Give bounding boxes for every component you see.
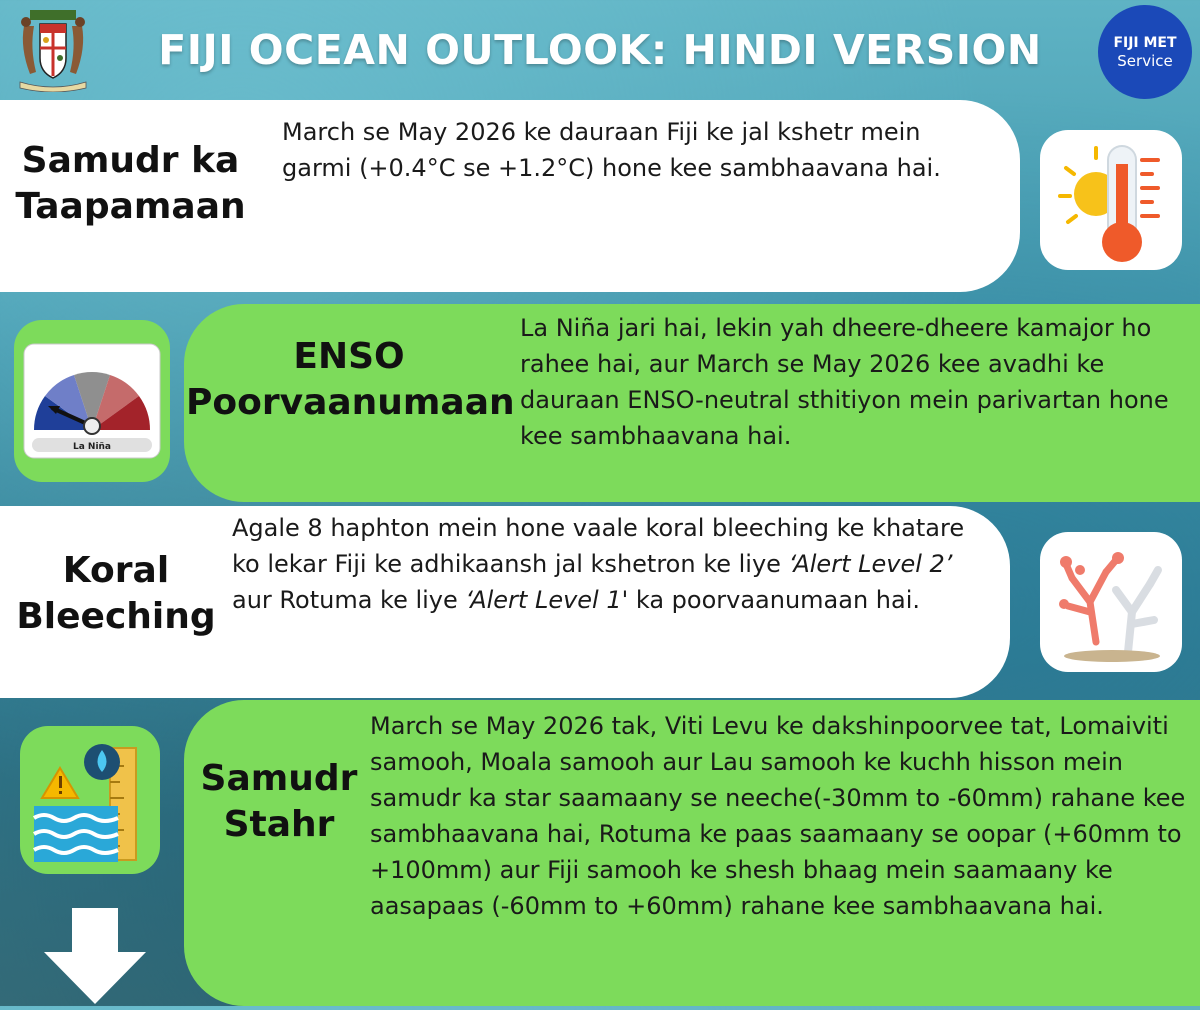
header — [0, 0, 1200, 100]
section-sea-level — [0, 700, 1200, 1006]
sea-level-text: March se May 2026 tak, Viti Levu ke dakshinpoorvee tat, Lomaiviti samooh, Moala samooh aur Lau samooh ke kuchh hisson mein samudr ka star saamaany se neeche(-30mm to -60mm) rahane kee sambhaavana hai, Rotuma ke paas saamaany se oopar (+60mm to +100mm) aur Fiji samooh ke shesh bhaag mein saamaany ke aasapaas (-60mm to +60mm) rahane kee sambhaavana hai. — [370, 712, 1186, 920]
section-coral-bleaching — [0, 506, 1200, 698]
sea-temperature-text: March se May 2026 ke dauraan Fiji ke jal kshetr mein garmi (+0.4°C se +1.2°C) hone kee sambhaavana hai. — [282, 118, 941, 182]
section-sea-temperature — [0, 100, 1200, 292]
svg-text:La Niña: La Niña — [72, 442, 112, 452]
coral-icon — [1040, 532, 1182, 672]
met-logo-line2: Service — [1117, 52, 1173, 70]
thermometer-sun-icon — [1040, 130, 1182, 270]
enso-gauge-icon — [14, 320, 170, 482]
sea-level-label: Samudr Stahr — [200, 758, 358, 845]
coral-text — [232, 510, 992, 618]
down-arrow-icon — [42, 908, 148, 1006]
coral-text-part1: Agale 8 haphton mein hone vaale koral bleeching ke khatare ko lekar Fiji ke adhikaansh jal kshetron ke liye — [232, 514, 965, 578]
coral-label: Koral Bleeching — [16, 550, 216, 637]
coral-text-part3: ka poorvaanumaan hai. — [628, 586, 921, 614]
coral-alert-level-2: ‘Alert Level 2’ — [788, 550, 953, 578]
coral-alert-level-1: ‘Alert Level 1' — [465, 586, 629, 614]
section-enso — [0, 304, 1200, 502]
coral-text-part2: aur Rotuma ke liye — [232, 586, 466, 614]
met-logo-line1: FIJI MET — [1113, 35, 1177, 51]
sea-temperature-label: Samudr ka Taapamaan — [15, 140, 246, 227]
page-title: FIJI OCEAN OUTLOOK: HINDI VERSION — [158, 26, 1042, 74]
fiji-met-logo — [1098, 5, 1192, 99]
sea-level-gauge-icon — [20, 726, 160, 874]
enso-text: La Niña jari hai, lekin yah dheere-dheere kamajor ho rahee hai, aur March se May 2026 kee avadhi ke dauraan ENSO-neutral sthitiyon mein parivartan hone kee sambhaavana hai. — [520, 314, 1169, 450]
enso-label: ENSO Poorvaanumaan — [186, 336, 515, 423]
